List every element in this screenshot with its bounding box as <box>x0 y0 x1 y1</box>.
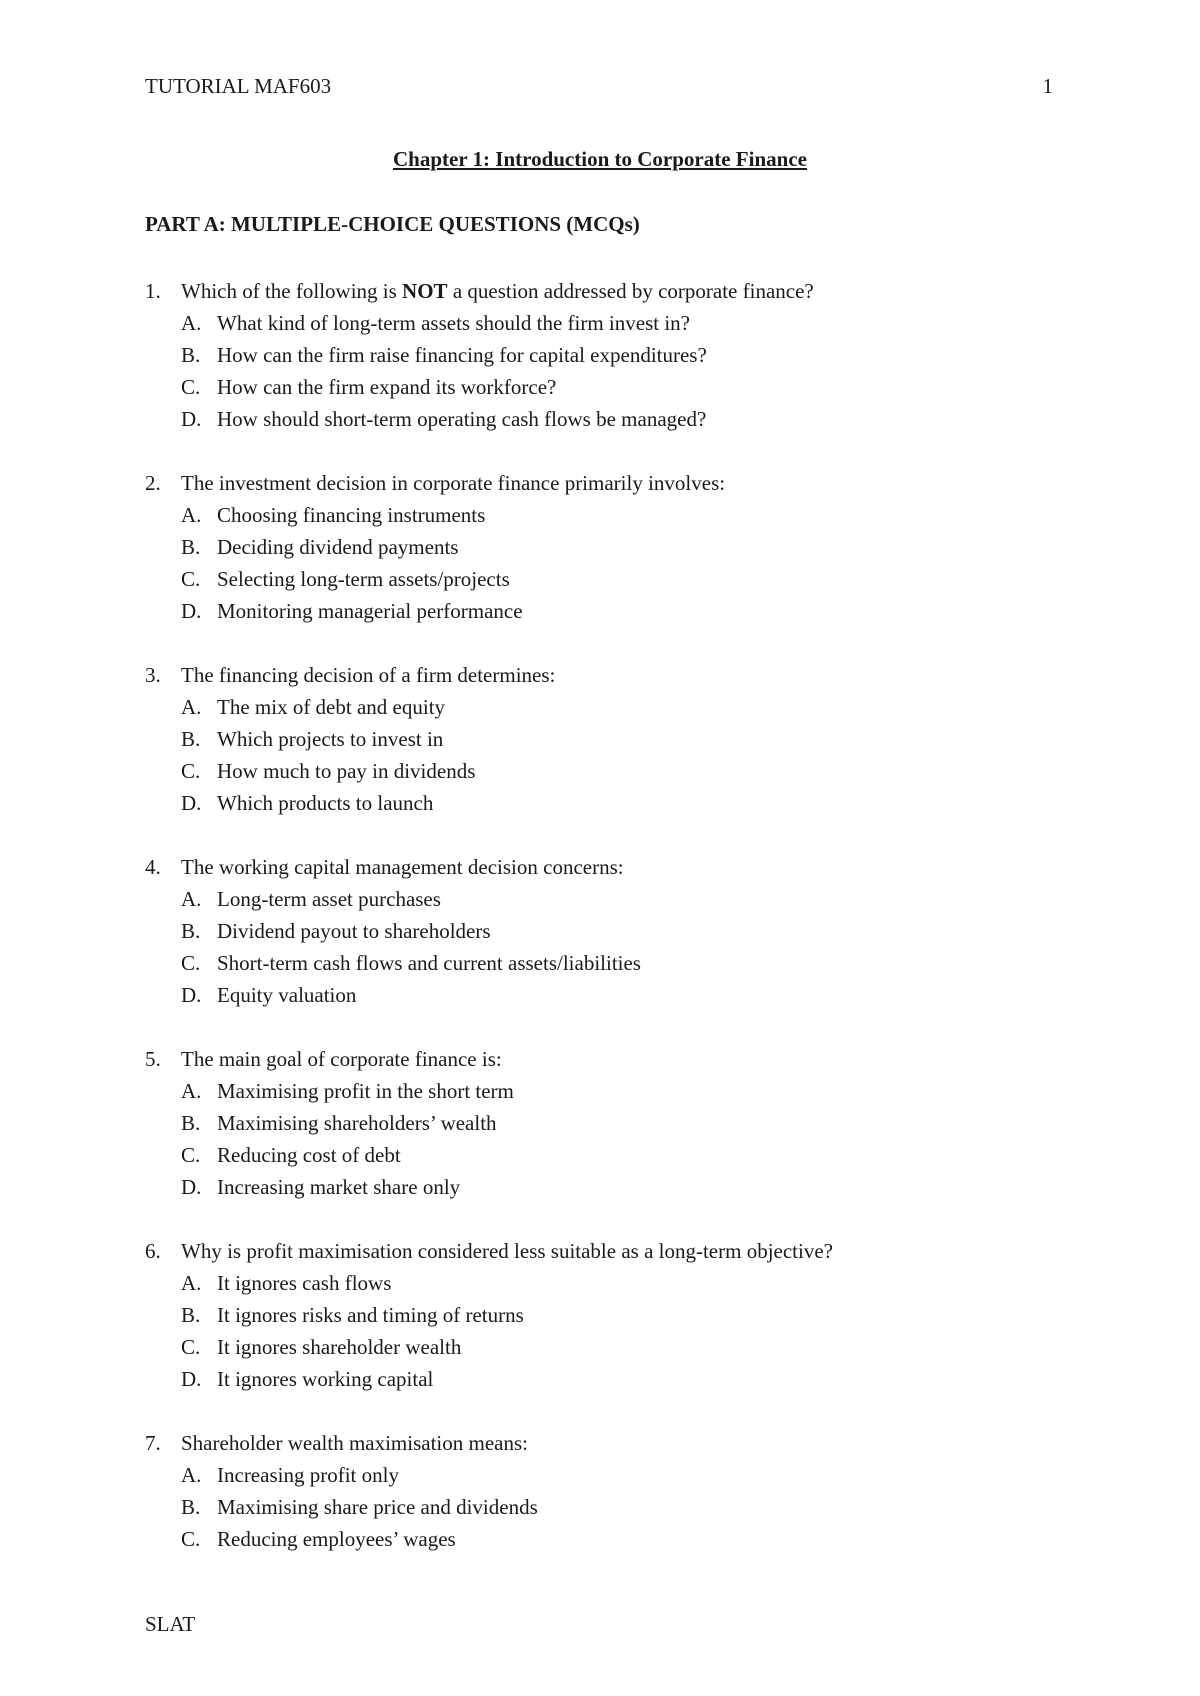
question-2 <box>145 467 1065 627</box>
option-d <box>145 595 1065 627</box>
option-text: How should short-term operating cash flows be managed? <box>217 407 707 431</box>
option-c <box>145 1523 1065 1555</box>
option-letter: C. <box>181 1143 201 1167</box>
question-number: 6. <box>145 1239 161 1263</box>
option-text: It ignores shareholder wealth <box>217 1335 462 1359</box>
question-text: The financing decision of a firm determines: <box>181 663 556 687</box>
option-a <box>145 691 1065 723</box>
option-text: The mix of debt and equity <box>217 695 446 719</box>
chapter-title: Chapter 1: Introduction to Corporate Finance <box>393 147 807 171</box>
option-text: It ignores risks and timing of returns <box>217 1303 524 1327</box>
option-a <box>145 1267 1065 1299</box>
option-c <box>145 755 1065 787</box>
question-number: 3. <box>145 663 161 687</box>
option-d <box>145 403 1065 435</box>
option-letter: C. <box>181 1335 201 1359</box>
option-d <box>145 1171 1065 1203</box>
option-text: Long-term asset purchases <box>217 887 441 911</box>
option-letter: C. <box>181 1527 201 1551</box>
option-letter: B. <box>181 919 201 943</box>
option-letter: D. <box>181 599 202 623</box>
option-d <box>145 979 1065 1011</box>
question-5 <box>145 1043 1065 1203</box>
question-3 <box>145 659 1065 819</box>
question-4 <box>145 851 1065 1011</box>
question-6 <box>145 1235 1065 1395</box>
option-b <box>145 531 1065 563</box>
option-letter: D. <box>181 983 202 1007</box>
question-stem <box>145 1235 1065 1267</box>
question-stem <box>145 467 1065 499</box>
option-text: It ignores cash flows <box>217 1271 392 1295</box>
question-text-before: Which of the following is <box>181 279 403 303</box>
option-letter: C. <box>181 375 201 399</box>
option-b <box>145 915 1065 947</box>
part-title: PART A: MULTIPLE-CHOICE QUESTIONS (MCQs) <box>145 212 640 236</box>
question-stem <box>145 275 1065 307</box>
question-text: The working capital management decision concerns: <box>181 855 624 879</box>
option-letter: A. <box>181 1079 202 1103</box>
question-text: The investment decision in corporate finance primarily involves: <box>181 471 726 495</box>
option-text: Selecting long-term assets/projects <box>217 567 510 591</box>
option-letter: B. <box>181 727 201 751</box>
option-text: What kind of long-term assets should the firm invest in? <box>217 311 690 335</box>
option-letter: D. <box>181 1367 202 1391</box>
option-a <box>145 307 1065 339</box>
question-stem <box>145 659 1065 691</box>
option-c <box>145 1331 1065 1363</box>
option-text: Short-term cash flows and current assets/liabilities <box>217 951 641 975</box>
question-number: 1. <box>145 279 161 303</box>
option-letter: A. <box>181 503 202 527</box>
question-7 <box>145 1427 1065 1555</box>
option-letter: C. <box>181 567 201 591</box>
question-number: 2. <box>145 471 161 495</box>
option-letter: A. <box>181 887 202 911</box>
question-text: The main goal of corporate finance is: <box>181 1047 502 1071</box>
option-letter: B. <box>181 343 201 367</box>
option-text: Deciding dividend payments <box>217 535 459 559</box>
option-b <box>145 1107 1065 1139</box>
question-stem <box>145 1427 1065 1459</box>
option-letter: B. <box>181 1495 201 1519</box>
option-text: Maximising profit in the short term <box>217 1079 514 1103</box>
questions-list <box>145 275 1065 1587</box>
option-c <box>145 371 1065 403</box>
option-text: Reducing employees’ wages <box>217 1527 456 1551</box>
option-text: Equity valuation <box>217 983 357 1007</box>
question-text: Why is profit maximisation considered less suitable as a long-term objective? <box>181 1239 833 1263</box>
option-text: How can the firm raise financing for capital expenditures? <box>217 343 707 367</box>
question-text-emphasis: NOT <box>402 279 448 303</box>
option-b <box>145 1491 1065 1523</box>
option-b <box>145 339 1065 371</box>
option-text: Which products to launch <box>217 791 434 815</box>
option-letter: C. <box>181 759 201 783</box>
question-number: 4. <box>145 855 161 879</box>
header-page-number: 1 <box>1042 74 1053 98</box>
option-a <box>145 499 1065 531</box>
option-letter: C. <box>181 951 201 975</box>
footer-text: SLAT <box>145 1612 196 1636</box>
option-text: Choosing financing instruments <box>217 503 486 527</box>
option-letter: B. <box>181 1303 201 1327</box>
option-letter: A. <box>181 311 202 335</box>
option-a <box>145 883 1065 915</box>
option-text: Which projects to invest in <box>217 727 444 751</box>
question-number: 5. <box>145 1047 161 1071</box>
option-text: How can the firm expand its workforce? <box>217 375 557 399</box>
option-text: Maximising share price and dividends <box>217 1495 538 1519</box>
option-letter: D. <box>181 791 202 815</box>
option-a <box>145 1459 1065 1491</box>
option-letter: A. <box>181 695 202 719</box>
question-stem <box>145 851 1065 883</box>
question-text-after: a question addressed by corporate finance? <box>447 279 814 303</box>
option-letter: D. <box>181 407 202 431</box>
option-text: Reducing cost of debt <box>217 1143 401 1167</box>
option-text: Increasing profit only <box>217 1463 399 1487</box>
header-course: TUTORIAL MAF603 <box>145 74 332 98</box>
option-text: Maximising shareholders’ wealth <box>217 1111 497 1135</box>
option-b <box>145 1299 1065 1331</box>
option-d <box>145 1363 1065 1395</box>
option-c <box>145 947 1065 979</box>
question-stem <box>145 1043 1065 1075</box>
option-a <box>145 1075 1065 1107</box>
option-d <box>145 787 1065 819</box>
option-c <box>145 1139 1065 1171</box>
option-c <box>145 563 1065 595</box>
option-text: It ignores working capital <box>217 1367 434 1391</box>
option-text: Monitoring managerial performance <box>217 599 523 623</box>
option-letter: B. <box>181 535 201 559</box>
option-letter: A. <box>181 1271 202 1295</box>
question-number: 7. <box>145 1431 161 1455</box>
option-letter: B. <box>181 1111 201 1135</box>
question-1 <box>145 275 1065 435</box>
option-text: Dividend payout to shareholders <box>217 919 491 943</box>
option-text: How much to pay in dividends <box>217 759 476 783</box>
option-b <box>145 723 1065 755</box>
question-text: Shareholder wealth maximisation means: <box>181 1431 528 1455</box>
option-letter: D. <box>181 1175 202 1199</box>
option-letter: A. <box>181 1463 202 1487</box>
option-text: Increasing market share only <box>217 1175 461 1199</box>
question-text <box>181 275 814 307</box>
